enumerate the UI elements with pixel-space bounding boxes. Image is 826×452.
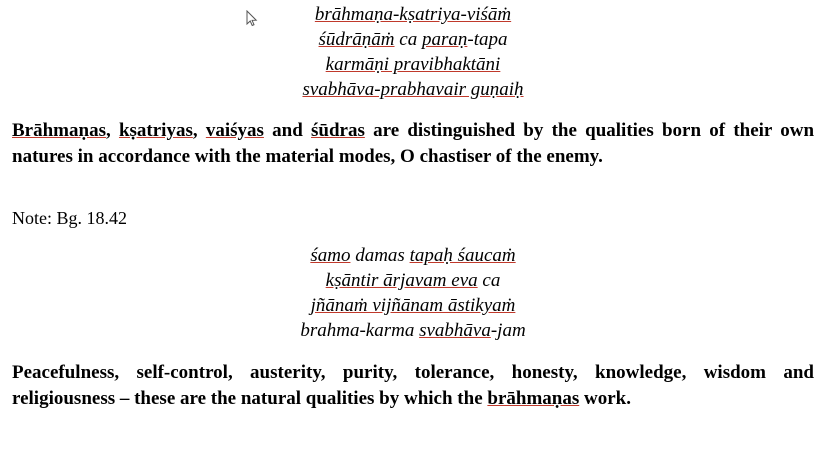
verse-line: karmāṇi pravibhaktāni [325,54,501,75]
translation-paragraph-1: Brāhmaṇas, kṣatriyas, vaiśyas and śūdras are distinguished by the qualities born of their own natures in accordance with the material modes, O chastiser of the enemy. [12,120,815,167]
verse-line: kṣāntir ārjavam eva ca [325,270,501,291]
note-line: Note: Bg. 18.42 [12,208,127,228]
verse-line: śamo damas tapaḥ śaucaṁ [310,245,516,266]
verse-line: svabhāva-prabhavair guṇaiḥ [302,79,524,100]
verse-line: jñānaṁ vijñānam āstikyaṁ [310,295,516,316]
verse-line: brāhmaṇa-kṣatriya-viśāṁ [314,4,512,25]
verse-block-2 [0,243,826,343]
translation-paragraph-2: Peacefulness, self-control, austerity, purity, tolerance, honesty, knowledge, wisdom and religiousness – these are the natural qualities by which the brāhmaṇas work. [12,362,814,409]
verse-line: śūdrāṇāṁ ca paraṇ-tapa [318,29,508,50]
verse-block-1 [0,2,826,102]
verse-line: brahma-karma svabhāva-jam [300,320,526,341]
